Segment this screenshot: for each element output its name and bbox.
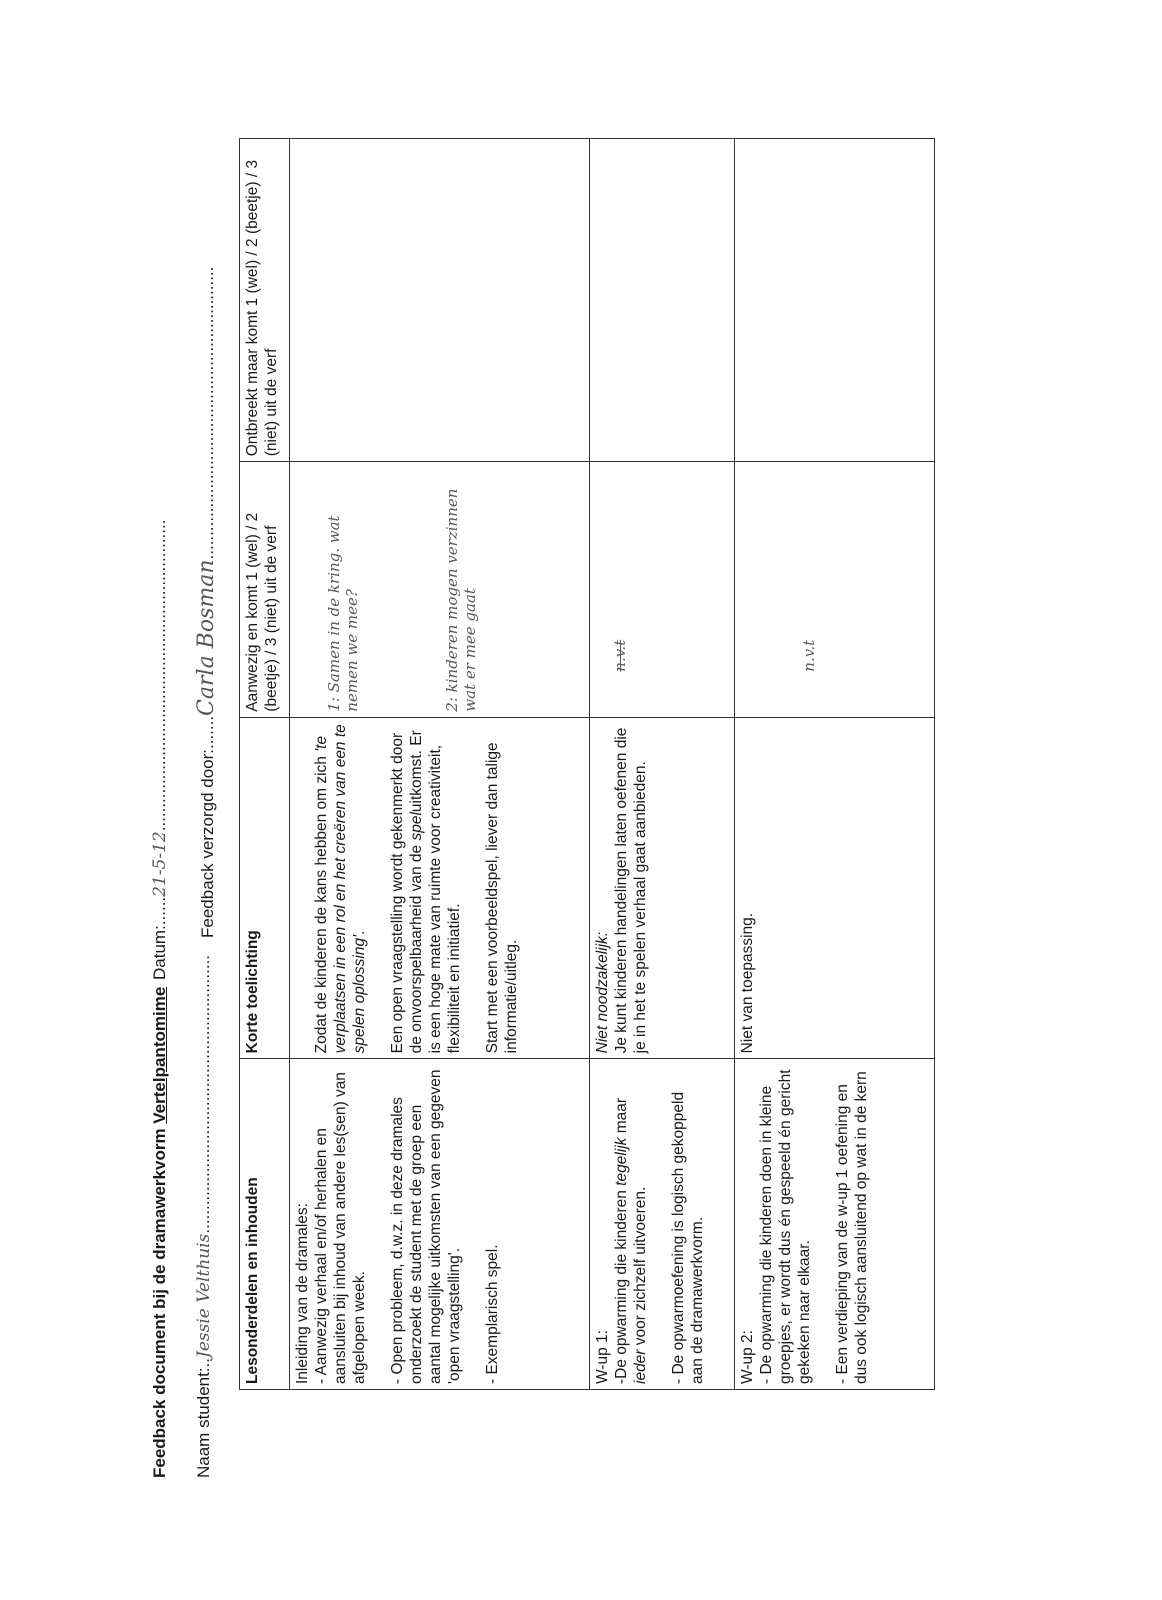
text-line: Start met een voorbeeldspel, liever dan talige informatie/uitleg. (484, 742, 520, 1054)
table-row-inleiding (290, 139, 590, 1390)
text-normal: voor zichzelf uitvoeren. (632, 1186, 649, 1350)
feedback-by-label: Feedback verzorgd door: (198, 749, 217, 938)
row2-toelichting (590, 717, 735, 1059)
text-normal: Een open vraagstelling wordt gekenmerkt door de onvoorspelbaarheid van de (389, 732, 425, 1054)
rotated-sheet (150, 138, 990, 1478)
title-underlined: Vertelpantomime (150, 986, 169, 1124)
text-italic: Niet noodzakelijk: (594, 931, 611, 1054)
text-italic: tegelijk (613, 1137, 630, 1186)
table-row-wup2 (735, 139, 935, 1390)
col-header-lesonderdelen: Lesonderdelen en inhouden (240, 1059, 290, 1390)
row1-ontbreekt (290, 139, 590, 462)
handwritten-note: 1: Samen in de kring. wat nemen we mee? (325, 515, 361, 712)
feedback-by-field: Feedback verzorgd door:.......Carla Bosman.............................................................. (194, 266, 219, 938)
text-italic: 'te verplaatsen in een rol en het creëren van een te spelen oplossing' (313, 724, 368, 1054)
text-line: - Een verdieping van de w-up 1 oefening en dus ook logisch aansluitend op wat in de kern (834, 1071, 870, 1384)
text-normal: maar (613, 1097, 630, 1138)
date-label: Datum: (150, 925, 169, 980)
text-line: - Exemplarisch spel. (484, 1244, 501, 1384)
student-value: Jessie Velthuis (194, 1233, 214, 1358)
row3-aanwezig (735, 462, 935, 717)
title-prefix: Feedback document bij de dramawerkvorm (150, 1123, 169, 1478)
text-line: Inleiding van de dramales: (294, 1203, 311, 1384)
text-line: - Open probleem, d.w.z. in deze dramales onderzoekt de student met de groep een aantal mogelijke uitkomsten van een gegeven 'open vraagstelling'. (389, 1069, 463, 1384)
date-value: 21-5-12 (150, 831, 170, 897)
handwritten-note: n.v.t (611, 639, 629, 672)
row2-lesonderdelen (590, 1059, 735, 1390)
text-normal: -De opwarming die kinderen (613, 1185, 630, 1384)
text-line: W-up 2: (739, 1330, 756, 1384)
col-header-korte-toelichting: Korte toelichting (240, 717, 290, 1059)
text-normal: uitkomst. Er is een hoge mate van ruimte voor creativiteit, flexibiliteit en initiatief. (408, 730, 463, 1054)
student-name-field: Naam student:..Jessie Velthuis........................................................... (194, 954, 214, 1478)
student-label: Naam student: (194, 1367, 213, 1478)
row3-lesonderdelen (735, 1059, 935, 1390)
text-line: Je kunt kinderen handelingen laten oefenen die je in het te spelen verhaal gaat aanbieden. (613, 727, 649, 1054)
date-field: Datum:......21-5-12.................................................................. (150, 519, 170, 980)
text-normal: Zodat de kinderen de kans hebben om zich (313, 751, 330, 1054)
table-row-wup1 (590, 139, 735, 1390)
row1-aanwezig (290, 462, 590, 717)
row1-lesonderdelen (290, 1059, 590, 1390)
text-italic: ieder (632, 1349, 649, 1384)
row2-aanwezig (590, 462, 735, 717)
col-header-ontbreekt: Ontbreekt maar komt 1 (wel) / 2 (beetje) / 3 (niet) uit de verf (240, 139, 290, 462)
feedback-table (239, 138, 935, 1390)
row3-ontbreekt (735, 139, 935, 462)
handwritten-note: 2: kinderen mogen verzinnen wat er mee gaat (443, 488, 479, 712)
text-italic: spel (408, 812, 425, 841)
handwritten-note: n.v.t (800, 639, 818, 672)
text-line: - Aanwezig verhaal en/of herhalen en aansluiten bij inhoud van andere les(sen) van afgelopen week. (313, 1072, 368, 1384)
row2-ontbreekt (590, 139, 735, 462)
text-line: - De opwarmoefening is logisch gekoppeld aan de dramawerkvorm. (670, 1091, 706, 1384)
table-header-row (240, 139, 290, 1390)
text-normal: . (351, 930, 368, 935)
row1-toelichting (290, 717, 590, 1059)
text-line: - De opwarming die kinderen doen in kleine groepjes, er wordt dus én gespeeld én gericht gekeken naar elkaar. (758, 1069, 813, 1384)
text-line: W-up 1: (594, 1330, 611, 1384)
feedback-by-value: Carla Bosman (194, 559, 219, 716)
document-title (150, 987, 170, 1478)
row3-toelichting: Niet van toepassing. (735, 717, 935, 1059)
col-header-aanwezig: Aanwezig en komt 1 (wel) / 2 (beetje) / 3 (niet) uit de verf (240, 462, 290, 717)
